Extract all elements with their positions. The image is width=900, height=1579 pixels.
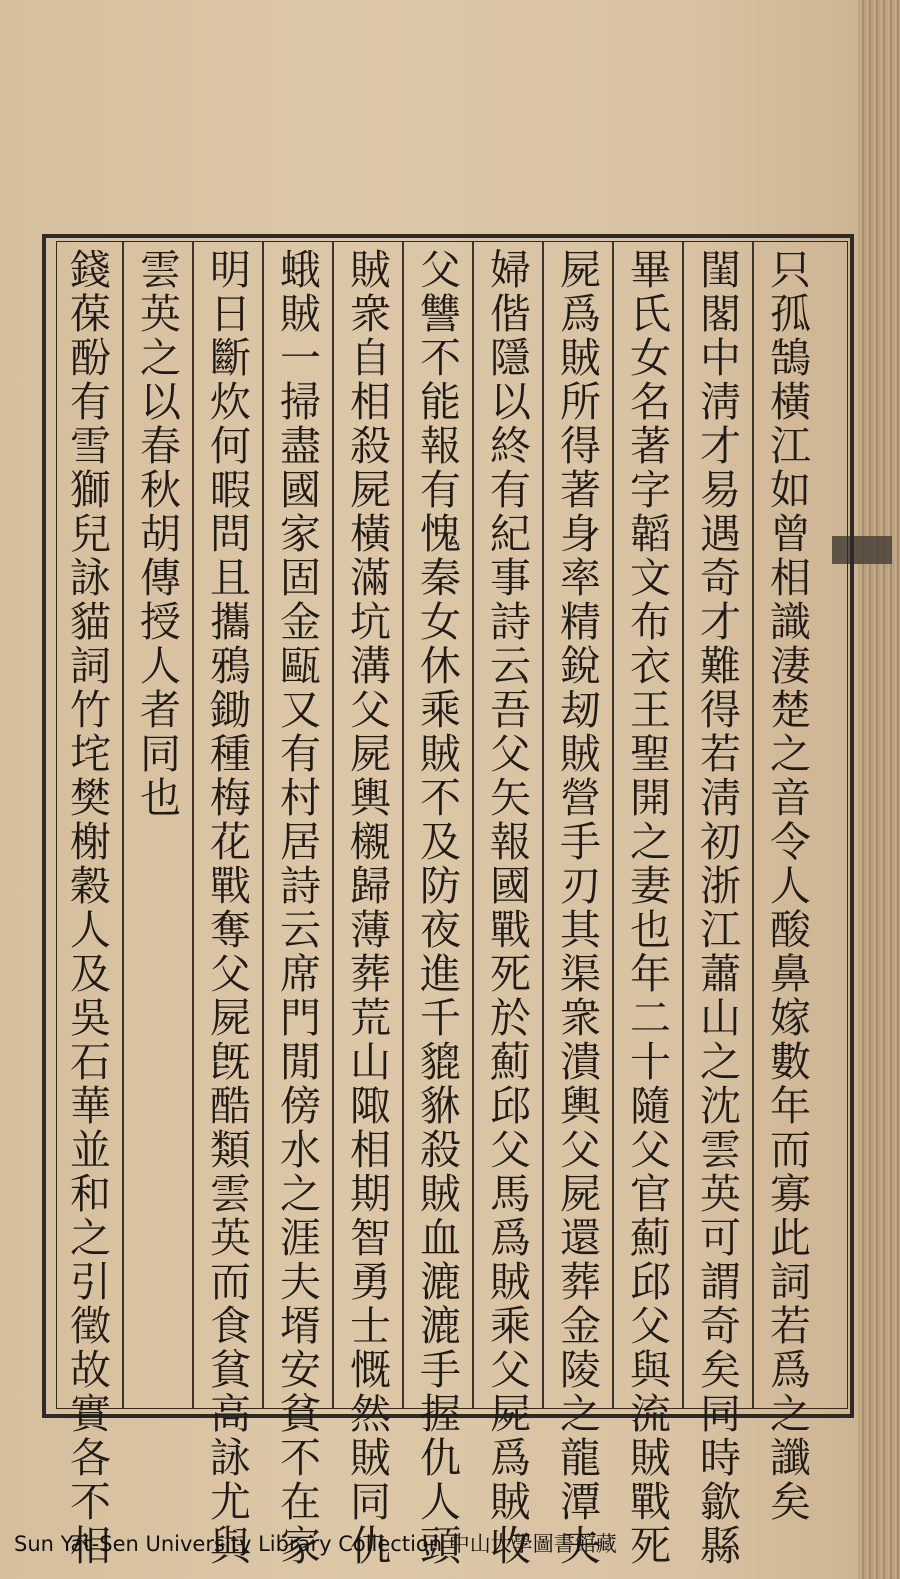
library-watermark: Sun Yat-Sen University Library Collection 中山大學圖書館藏 (14, 1532, 617, 1556)
column-rule (752, 242, 754, 1408)
text-column-11: 錢葆酚有雪獅兒詠貓詞竹垞樊榭穀人及吳石華並和之引徵故實各不相 (63, 248, 111, 1568)
column-rule (262, 242, 264, 1408)
column-rule (192, 242, 194, 1408)
column-rule (682, 242, 684, 1408)
column-rule (402, 242, 404, 1408)
text-column-8: 蛾賊一掃盡國家固金甌又有村居詩云席門閒傍水之涯夫壻安貧不在家 (273, 248, 321, 1568)
text-column-1: 只孤鵠橫江如曾相識淒楚之音令人酸鼻嫁數年而寡此詞若爲之讖矣 (763, 248, 811, 1524)
text-column-3: 畢氏女名著字韜文布衣王聖開之妻也年二十隨父官薊邱父與流賊戰死 (623, 248, 671, 1568)
text-column-6: 父讐不能報有愧秦女休乘賊不及防夜進千貔貅殺賊血漉漉手握仇人頭 (413, 248, 461, 1568)
column-rule (122, 242, 124, 1408)
column-rule (612, 242, 614, 1408)
text-column-4: 屍爲賊所得著身率精銳刼賊營手刃其渠衆潰輿父屍還葬金陵之龍潭夫 (553, 248, 601, 1568)
column-rule (542, 242, 544, 1408)
text-column-5: 婦偕隱以終有紀事詩云吾父矢報國戰死於薊邱父馬爲賊乘父屍爲賊收 (483, 248, 531, 1568)
column-rule (332, 242, 334, 1408)
page-edge-stack (858, 0, 900, 1579)
text-column-2: 閨閣中淸才易遇奇才難得若淸初浙江蕭山之沈雲英可謂奇矣同時歙縣 (693, 248, 741, 1568)
text-column-9: 明日斷炊何暇問且攜鴉鋤種梅花戰奪父屍旣酷類雲英而食貧高詠尤與 (203, 248, 251, 1568)
text-column-10: 雲英之以春秋胡傳授人者同也 (133, 248, 181, 820)
text-column-7: 賊衆自相殺屍橫滿坑溝父屍輿櫬歸薄葬荒山陬相期智勇士慨然賊同仇 (343, 248, 391, 1568)
column-rule (472, 242, 474, 1408)
